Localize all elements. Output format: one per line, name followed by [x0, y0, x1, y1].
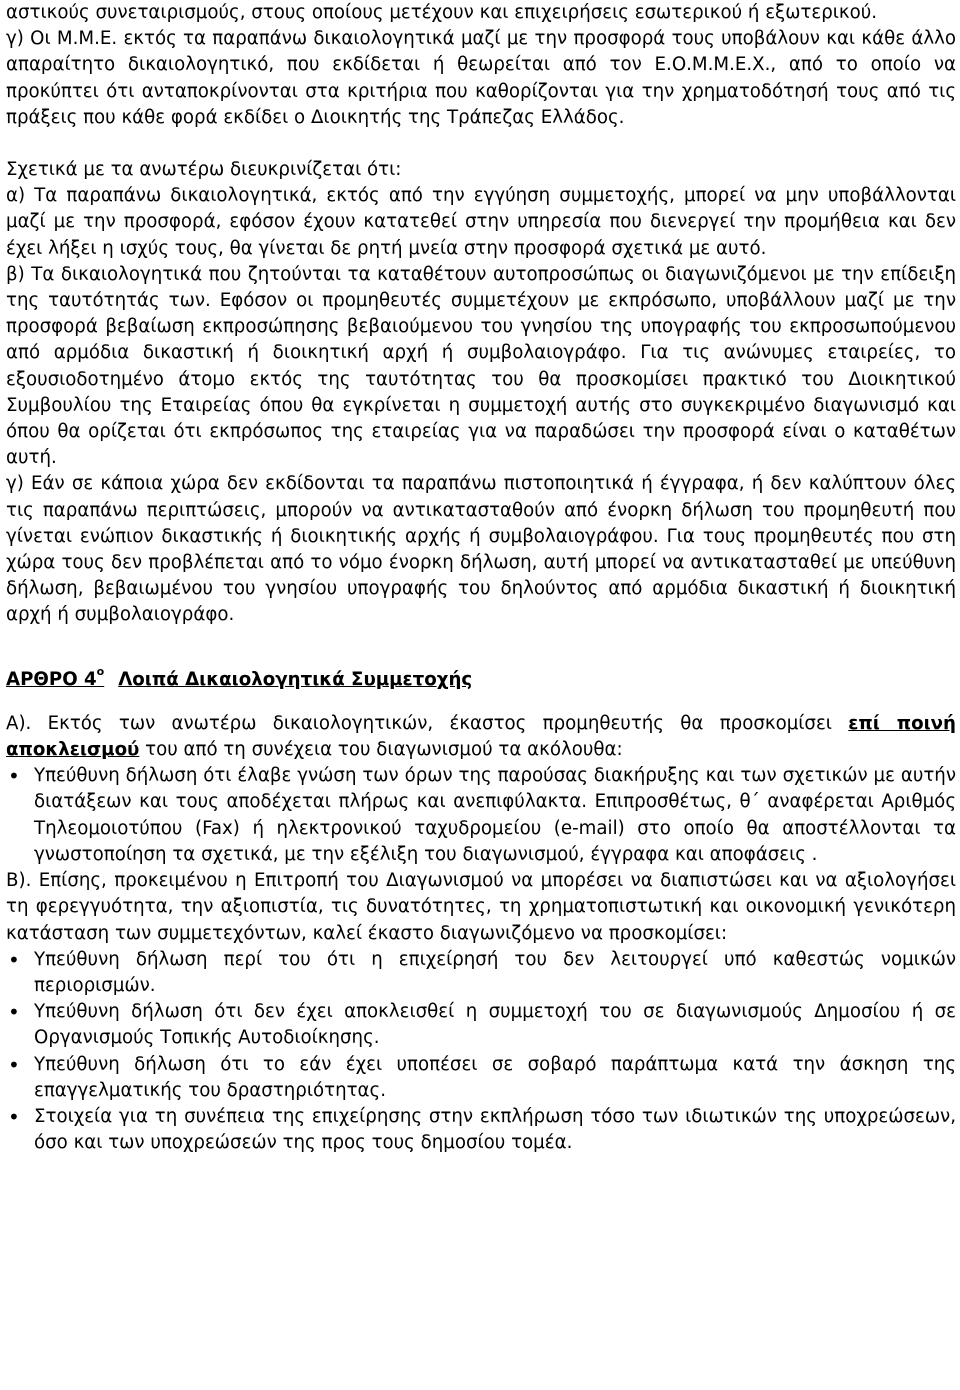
- list-item: • Στοιχεία για τη συνέπεια της επιχείρησης στην εκπλήρωση τόσο των ιδιωτικών της υποχρεώσεων, όσο και των υποχρεώσεών της προς τους δημοσίου τομέα.: [6, 1104, 956, 1156]
- clarification-a: α) Τα παραπάνω δικαιολογητικά, εκτός από την εγγύηση συμμετοχής, μπορεί να μην υποβάλλονται μαζί με την προσφορά, εφόσον έχουν κατατεθεί στην υπηρεσία που διενεργεί την προμήθεια και δεν έχει λήξει η ισχύς τους, θα γίνεται δε ρητή μνεία στην προσφορά σχετικά με αυτό.: [6, 185, 956, 259]
- section-a-intro: Α). Εκτός των ανωτέρω δικαιολογητικών, έκαστος προμηθευτής θα προσκομίσει επί ποινή αποκλεισμού του από τη συνέχεια του διαγωνισμού τα ακόλουθα:: [6, 712, 957, 761]
- list-item: • Υπεύθυνη δήλωση περί του ότι η επιχείρησή του δεν λειτουργεί υπό καθεστώς νομικών περιορισμών.: [6, 947, 956, 999]
- list-item: • Υπεύθυνη δήλωση ότι δεν έχει αποκλεισθεί η συμμετοχή του σε διαγωνισμούς Δημοσίου ή σε Οργανισμούς Τοπικής Αυτοδιοίκησης.: [6, 999, 956, 1051]
- section-a-list: [6, 763, 956, 868]
- clarification-b: β) Τα δικαιολογητικά που ζητούνται τα καταθέτουν αυτοπροσώπως οι διαγωνιζόμενοι με την επίδειξη της ταυτότητάς των. Εφόσον οι προμηθευτές συμμετέχουν με εκπρόσωπο, υποβάλλουν μαζί με την προσφορά βεβαίωση εκπροσώπησης βεβαιούμενου του γνησίου της υπογραφής του εκπροσωπούμενου από αρμόδια δικαστική ή διοικητική αρχή ή συμβολαιογράφο. Για τις ανώνυμες εταιρείες, το εξουσιοδοτημένο άτομο εκτός της ταυτότητας του θα προσκομίσει πρακτικό του Διοικητικού Συμβουλίου της Εταιρείας όπου θα εγκρίνεται η συμμετοχή αυτής στο συγκεκριμένο διαγωνισμό και όπου θα ορίζεται ότι εκπρόσωπος της εταιρείας για να παραδώσει την προσφορά είναι ο καταθέτων αυτή.: [6, 263, 956, 469]
- clarifications-lead: Σχετικά με τα ανωτέρω διευκρινίζεται ότι:: [6, 159, 402, 181]
- document-page: [6, 0, 956, 1156]
- clarification-c: γ) Εάν σε κάποια χώρα δεν εκδίδονται τα παραπάνω πιστοποιητικά ή έγγραφα, ή δεν καλύπτουν όλες τις παραπάνω περιπτώσεις, μπορούν να αντικατασταθούν από ένορκη δήλωση του προμηθευτή που γίνεται ενώπιον δικαστικής ή διοικητικής αρχής ή συμβολαιογράφου. Για τους προμηθευτές που στη χώρα τους δεν προβλέπεται από το νόμο ένορκη δήλωση, αυτή μπορεί να αντικατασταθεί με υπεύθυνη δήλωση, βεβαιωμένου του γνησίου υπογραφής του δηλούντος από αρμόδια δικαστική ή διοικητική αρχή ή συμβολαιογράφο.: [6, 473, 956, 626]
- section-b-intro: Β). Επίσης, προκειμένου η Επιτροπή του Διαγωνισμού να μπορέσει να διαπιστώσει και να αξιολογήσει τη φερεγγυότητα, την αξιοπιστία, τις δυνατότητες, τη χρηματοπιστωτική και οικονομική γενικότερη κατάσταση των συμμετεχόντων, καλεί έκαστο διαγωνιζόμενο να προσκομίσει:: [6, 870, 956, 944]
- intro-paragraph: αστικούς συνεταιρισμούς, στους οποίους μετέχουν και επιχειρήσεις εσωτερικού ή εξωτερικού.: [6, 2, 878, 23]
- list-item: • Υπεύθυνη δήλωση ότι έλαβε γνώση των όρων της παρούσας διακήρυξης και των σχετικών με αυτήν διατάξεων και τους αποδέχεται πλήρως και ανεπιφύλακτα. Επιπροσθέτως, θ΄ αναφέρεται Αριθμός Τηλεομοιοτύπου (Fax) ή ηλεκτρονικού ταχυδρομείου (e-mail) στο οποίο θα αποστέλλονται τα γνωστοποίηση τα σχετικά, με την εξέλιξη του διαγωνισμού, έγγραφα και αποφάσεις .: [6, 763, 956, 868]
- section-b-list: [6, 947, 956, 1157]
- article-number: ΑΡΘΡΟ $4^o$: [6, 664, 105, 690]
- list-item: • Υπεύθυνη δήλωση ότι το εάν έχει υποπέσει σε σοβαρό παράπτωμα κατά την άσκηση της επαγγελματικής του δραστηριότητας.: [6, 1052, 956, 1104]
- intro-item-g: γ) Οι Μ.Μ.Ε. εκτός τα παραπάνω δικαιολογητικά μαζί με την προσφορά τους υποβάλουν και κάθε άλλο απαραίτητο δικαιολογητικό, που εκδίδεται ή θεωρείται από τον Ε.Ο.Μ.Μ.Ε.Χ., από το οποίο να προκύπτει ότι ανταποκρίνονται στα κριτήρια που καθορίζονται για την χρηματοδότησή τους από τις πράξεις που κάθε φορά εκδίδει ο Διοικητής της Τράπεζας Ελλάδος.: [6, 28, 956, 128]
- article-title: Λοιπά Δικαιολογητικά Συμμετοχής: [118, 668, 473, 690]
- article-heading: [6, 664, 956, 693]
- article-superscript: ο: [96, 664, 105, 678]
- exclusion-emphasis: επί ποινή αποκλεισμού: [6, 712, 957, 761]
